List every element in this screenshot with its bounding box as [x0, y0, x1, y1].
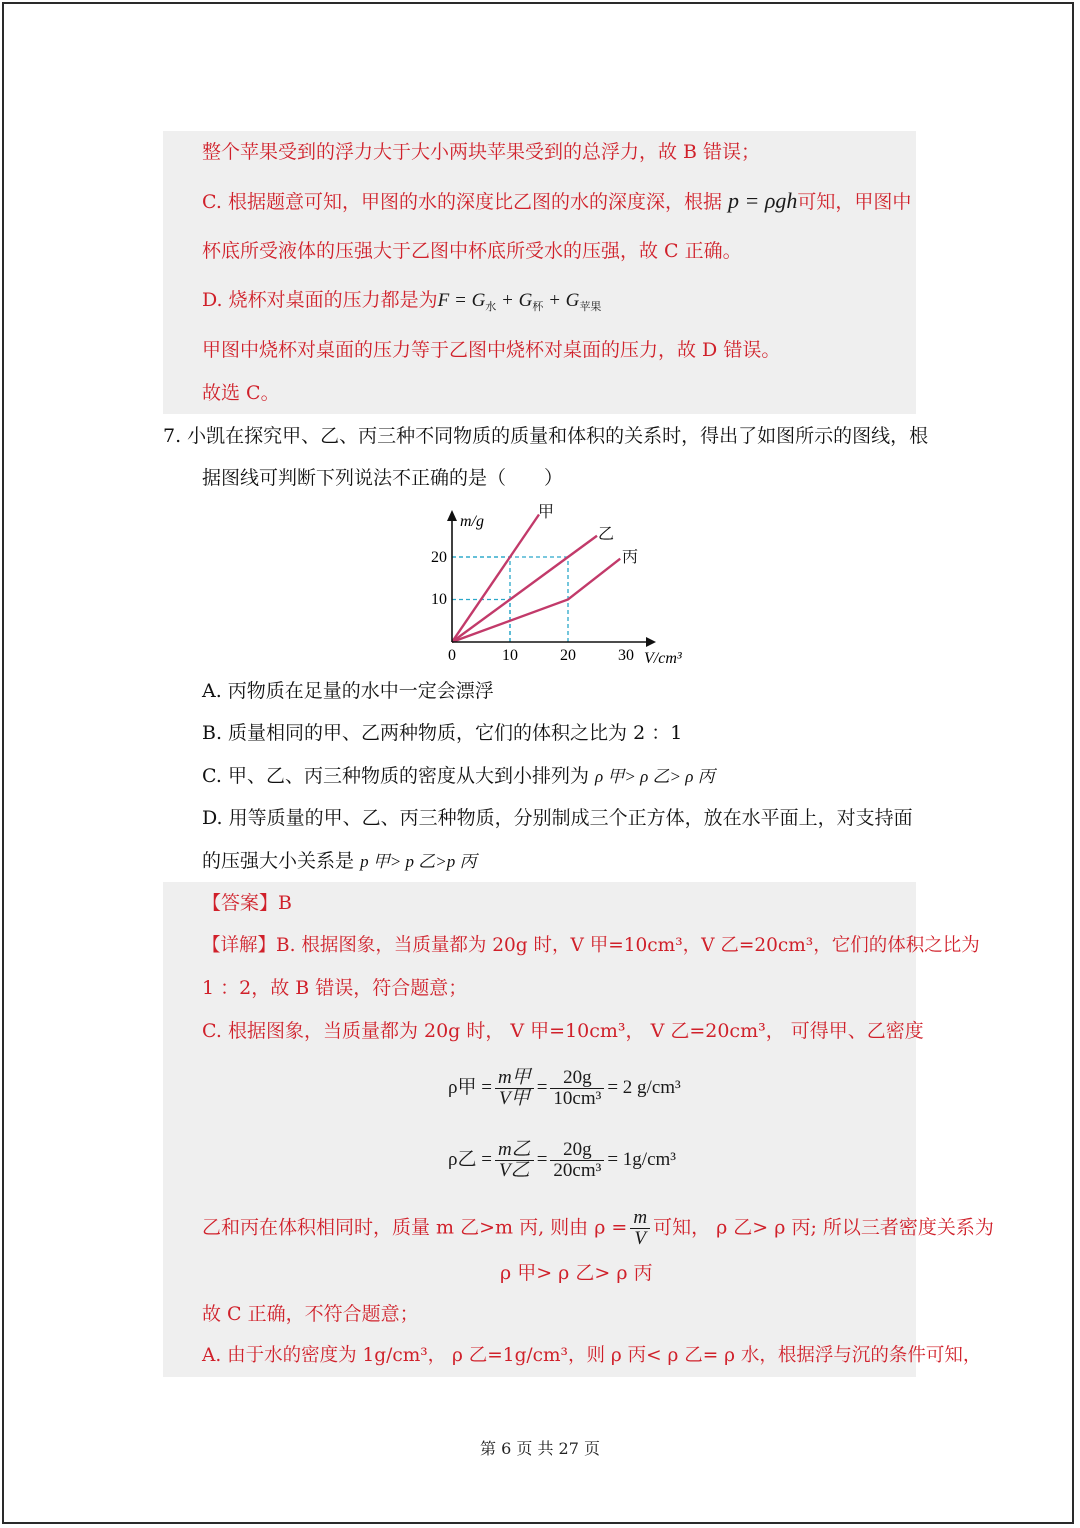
option-d-line-1: D. 用等质量的甲、乙、丙三种物质，分别制成三个正方体，放在水平面上，对支持面 [202, 807, 913, 829]
answer-detail-4: 乙和丙在体积相同时，质量 m 乙>m 丙, 则由 ρ = $\frac{m}{V}$ 可知， ρ 乙> ρ 丙; 所以三者密度关系为 [202, 1207, 994, 1249]
solution-line-2: C. 根据题意可知，甲图的水的深度比乙图的水的深度深，根据 p = ρgh可知，甲图中 [202, 188, 912, 213]
y-axis-label: m/g [460, 513, 484, 530]
option-b: B. 质量相同的甲、乙两种物质，它们的体积之比为 2 ：1 [202, 722, 683, 744]
series-line-yi [452, 536, 597, 642]
answer-label: 【答案】B [202, 892, 292, 914]
y-tick-label: 10 [431, 591, 447, 608]
mass-volume-chart [410, 495, 710, 675]
y-tick-label: 20 [431, 549, 447, 566]
force-formula: $F = G_水 + G_杯 + G_{苹果}$ [437, 290, 602, 313]
solution-block-top [163, 131, 916, 414]
answer-detail-2: 1 ：2，故 B 错误，符合题意； [202, 977, 468, 999]
series-label-yi: 乙 [598, 526, 615, 543]
page-footer: 第 6 页 共 27 页 [480, 1439, 600, 1458]
series-line-bing [452, 559, 620, 642]
density-formula-jia: ρ甲 = $\frac{\text{m甲}}{\text{V甲}}$ = $\frac{20g}{\text{10cm³}}$ = 2 g/cm³ [448, 1067, 681, 1109]
pressure-formula: p = ρgh [727, 188, 798, 213]
density-formula-yi: ρ乙 = $\frac{\text{m乙}}{\text{V乙}}$ = $\frac{20g}{\text{20cm³}}$ = 1g/cm³ [448, 1139, 676, 1181]
answer-detail-6: 故 C 正确，不符合题意； [202, 1303, 419, 1325]
x-axis-label: V/cm³ [644, 650, 682, 667]
x-tick-label: 10 [502, 647, 518, 664]
x-axis-arrow-icon [646, 637, 656, 647]
series-line-jia [452, 515, 539, 643]
solution-line-1: 整个苹果受到的浮力大于大小两块苹果受到的总浮力，故 B 错误； [202, 141, 761, 163]
option-c: C. 甲、乙、丙三种物质的密度从大到小排列为 ρ 甲> ρ 乙> ρ 丙 [202, 765, 715, 787]
answer-detail-5: ρ 甲> ρ 乙> ρ 丙 [500, 1262, 653, 1284]
answer-detail-7: A. 由于水的密度为 1g/cm³， ρ 乙=1g/cm³，则 ρ 丙< ρ 乙= ρ 水，根据浮与沉的条件可知， [202, 1345, 982, 1366]
answer-detail-3: C. 根据图象，当质量都为 20g 时， V 甲=10cm³， V 乙=20cm³， 可得甲、乙密度 [202, 1020, 924, 1042]
solution-line-4: D. 烧杯对桌面的压力都是为$F = G_水 + G_杯 + G_{苹果}$ [202, 289, 602, 313]
question-stem-line-2: 据图线可判断下列说法不正确的是（ ） [202, 467, 564, 489]
series-label-jia: 甲 [538, 504, 555, 521]
solution-line-5: 甲图中烧杯对桌面的压力等于乙图中烧杯对桌面的压力，故 D 错误。 [202, 339, 781, 361]
option-d-line-2: 的压强大小关系是 p 甲> p 乙>p 丙 [202, 850, 477, 872]
x-tick-label: 0 [448, 647, 456, 664]
x-tick-label: 20 [560, 647, 576, 664]
x-tick-label: 30 [618, 647, 634, 664]
solution-line-3: 杯底所受液体的压强大于乙图中杯底所受水的压强，故 C 正确。 [202, 240, 742, 262]
y-axis-arrow-icon [447, 510, 457, 521]
question-stem-line-1: 7. 小凯在探究甲、乙、丙三种不同物质的质量和体积的关系时，得出了如图所示的图线，根 [163, 425, 929, 447]
series-label-bing: 丙 [622, 549, 639, 566]
answer-detail-1: 【详解】B. 根据图象，当质量都为 20g 时，V 甲=10cm³，V 乙=20cm³，它们的体积之比为 [202, 935, 980, 956]
option-a: A. 丙物质在足量的水中一定会漂浮 [202, 680, 494, 702]
solution-line-6: 故选 C。 [202, 382, 280, 404]
